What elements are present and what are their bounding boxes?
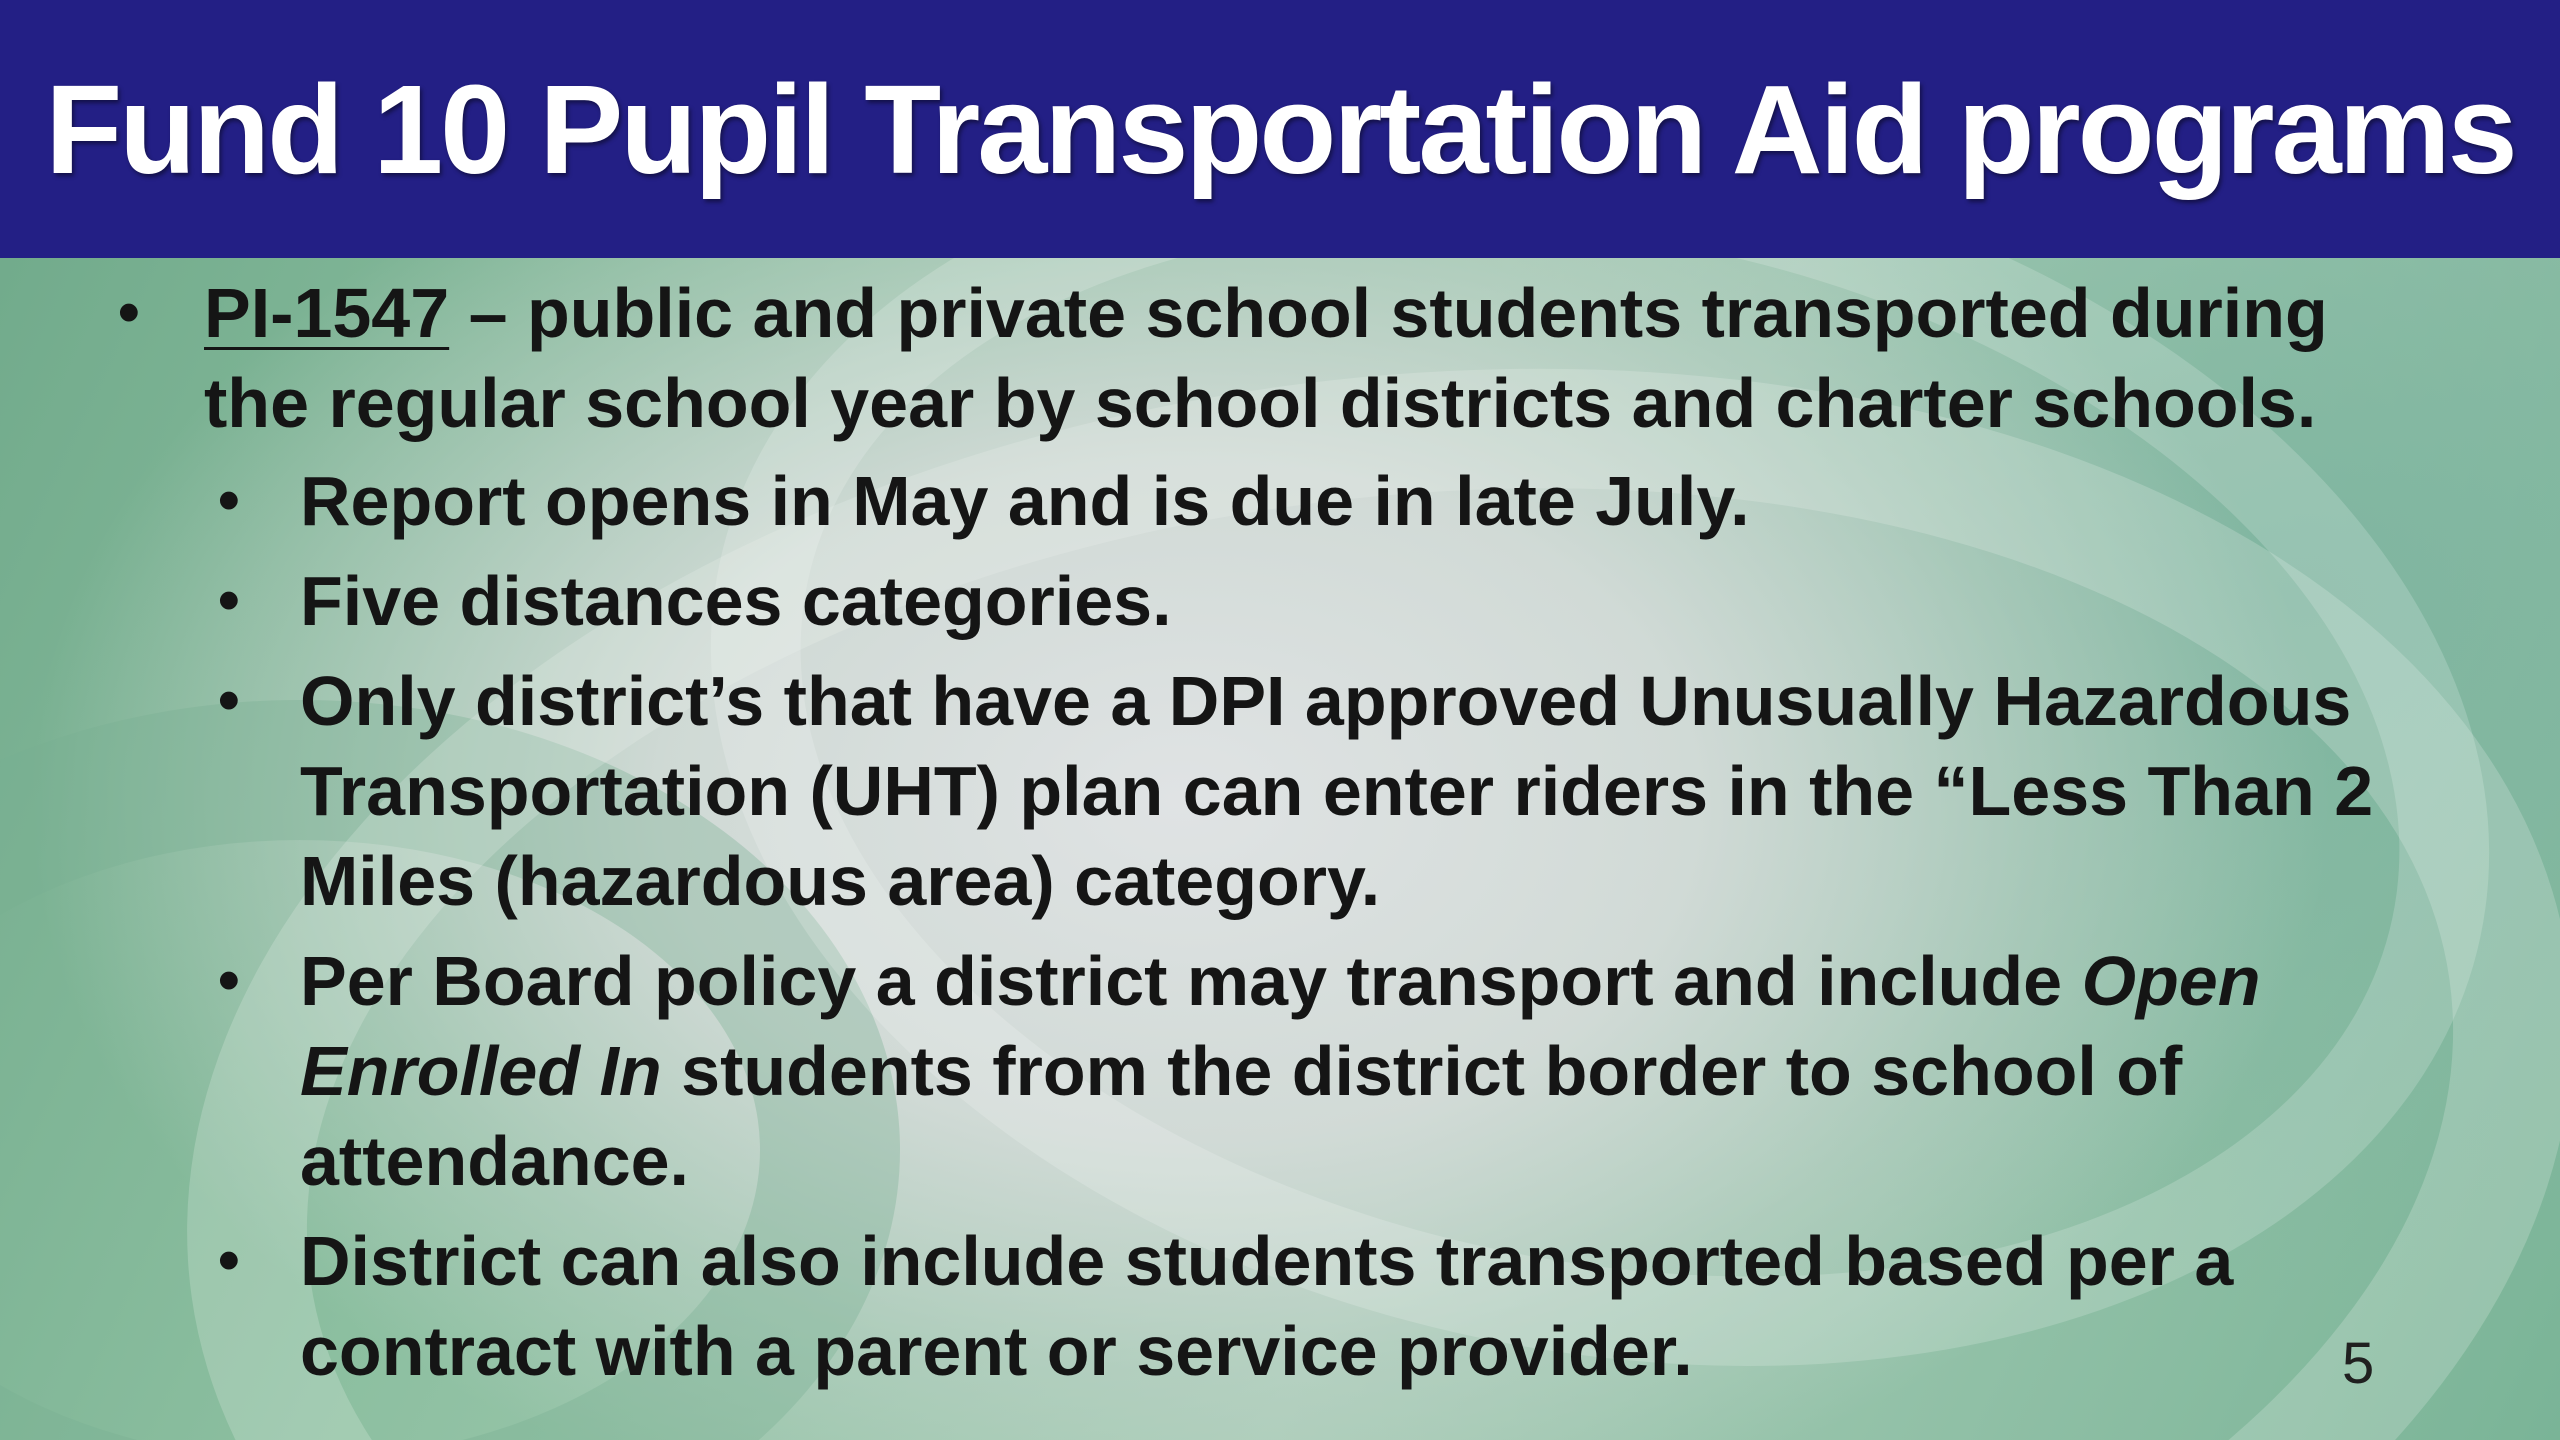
sub-bullet-item [118,456,2408,546]
slide-body [118,268,2408,1406]
italic-term: Open Enrolled In [300,942,2261,1110]
sub-bullet-item [118,656,2408,926]
sub-bullet-item [118,1216,2408,1396]
bullet-icon: • [218,1226,240,1295]
sub-bullet-text: Per Board policy a district may transport and include [300,942,2082,1020]
bullet-icon: • [218,466,240,535]
bullet-icon: • [118,278,140,347]
title-bar [0,0,2560,258]
sub-bullet-text: Only district’s that have a DPI approved Unusually Hazardous Transportation (UHT) plan can enter riders in the “Less Than 2 Miles (hazardous area) category. [300,662,2374,920]
bullet-icon: • [218,946,240,1015]
main-bullet-text: – public and private school students transported during the regular school year by school districts and charter schools. [204,274,2328,442]
sub-bullet-text: Report opens in May and is due in late July. [300,462,1750,540]
main-bullet-item [118,268,2408,448]
sub-bullet-item [118,556,2408,646]
bullet-icon: • [218,666,240,735]
sub-bullet-text: District can also include students transported based per a contract with a parent or service provider. [300,1222,2234,1390]
form-code-link[interactable]: PI-1547 [204,274,450,352]
sub-bullet-item [118,936,2408,1206]
bullet-icon: • [218,566,240,635]
slide-title: Fund 10 Pupil Transportation Aid programs [45,58,2515,200]
page-number: 5 [2342,1331,2375,1396]
sub-bullet-text: students from the district border to school of attendance. [300,1032,2183,1200]
sub-bullet-text: Five distances categories. [300,562,1172,640]
